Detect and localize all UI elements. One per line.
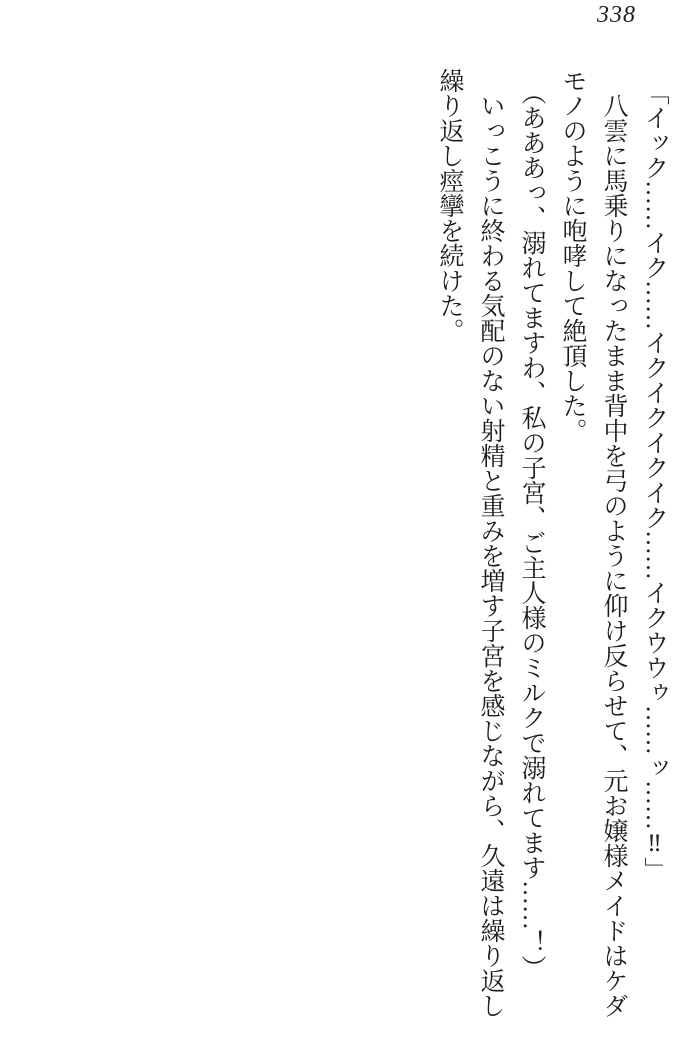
paragraph-dialogue-1: 「イック……イク……イクイクイクイク……イクウウゥ……ッ……‼」 <box>641 80 668 882</box>
vertical-text-block <box>419 68 675 1018</box>
paragraph-thought-1: （あああっ、溺れてますわ、私の子宮、ご主人様のミルクで溺れてます……！） <box>518 80 545 980</box>
paragraph-narration-2: いっこうに終わる気配のない射精と重みを増す子宮を感じながら、久遠は繰り返し繰り返し痙攣を続けた。 <box>436 68 504 1018</box>
page-number: 338 <box>597 2 636 28</box>
paragraph-narration-1: 八雲に馬乗りになったまま背中を弓のように仰け反らせて、元お嬢様メイドはケダモノのように咆哮して絶頂した。 <box>559 68 627 1018</box>
